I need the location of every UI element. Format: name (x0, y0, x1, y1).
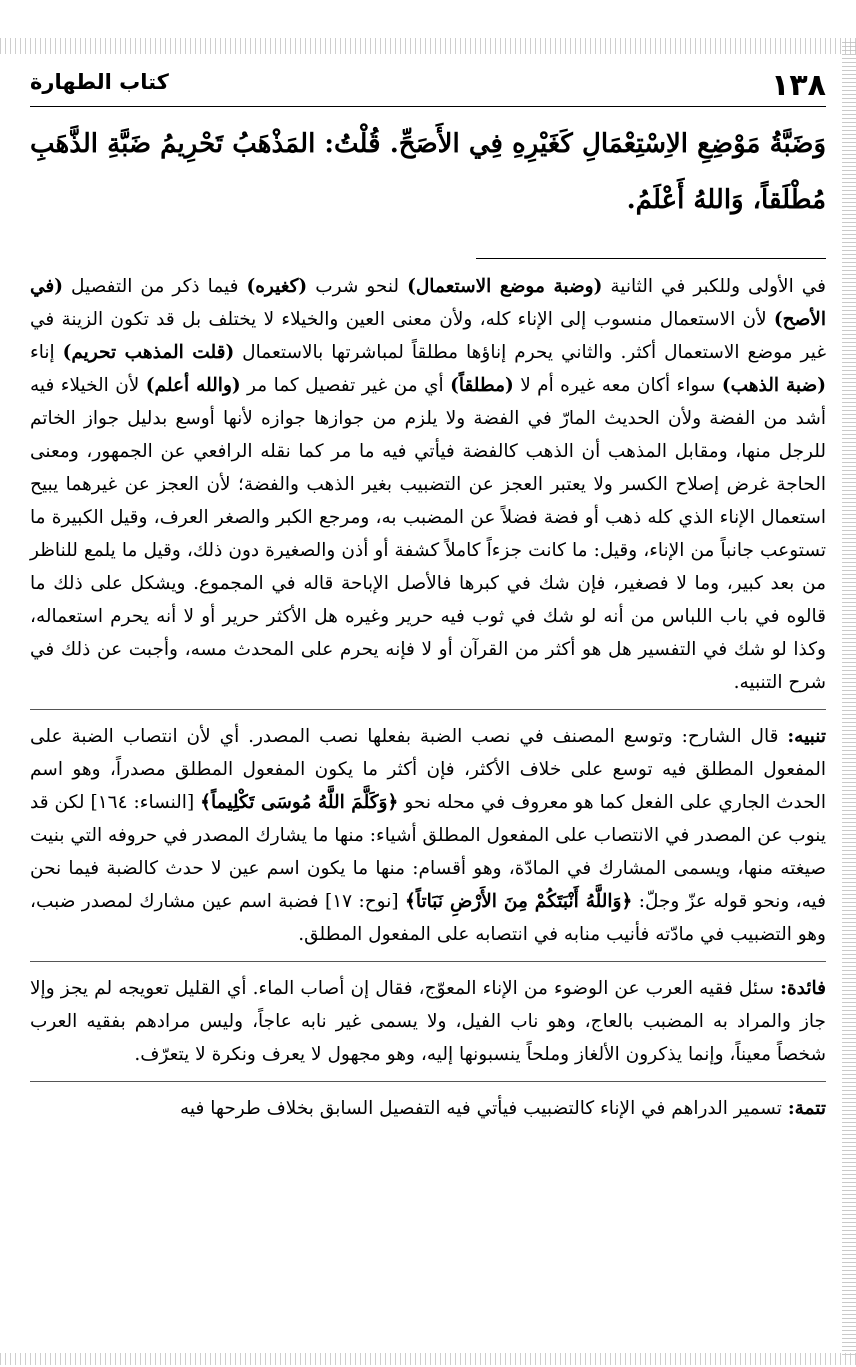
bottom-ornament-border (0, 1353, 856, 1365)
matn-text: وَضَبَّةُ مَوْضِعِ الاِسْتِعْمَالِ كَغَيْرِهِ فِي الأَصَحِّ. قُلْتُ: المَذْهَبُ تَحْرِيمُ ضَبَّةِ الذَّهَبِ مُطْلَقاً، وَاللهُ أَعْلَمُ. (30, 129, 826, 215)
text-span: أي من غير تفصيل كما مر (240, 375, 451, 396)
bold-span: (ضبة الذهب) (721, 375, 826, 396)
section-divider (30, 709, 826, 710)
tanbih-paragraph (30, 720, 826, 951)
text-span: سئل فقيه العرب عن الوضوء من الإناء المعوّج، فقال إن أصاب الماء. أي القليل تعويجه لم يجز وإلا جاز والمراد به المضبب بالعاج، وهو ناب الفيل، ولا يسمى غير نابه عاجاً، وليس مرادهم بفقيه العرب شخصاً معيناً، وإنما يذكرون الألغاز وملحاً ينسبونها إليه، وهو مجهول لا يعرف ونكرة لا يتعرّف. (30, 978, 826, 1065)
text-span: تسمير الدراهم في الإناء كالتضبيب فيأتي فيه التفصيل السابق بخلاف طرحها فيه (179, 1098, 788, 1119)
text-span: في الأولى وللكبر في الثانية (602, 276, 826, 297)
matn-divider (476, 258, 826, 259)
text-span: [نوح: ١٧] فضبة اسم عين مشارك لمصدر ضبب، وهو التضبيب في مادّته فأنيب منابه في انتصابه على المفعول المطلق. (30, 891, 826, 945)
bold-span: (مطلقاً) (450, 375, 514, 396)
section-divider (30, 961, 826, 962)
text-span: [النساء: ١٦٤] لكن قد ينوب عن المصدر في الانتصاب على المفعول المطلق أشياء: منها ما يشارك المصدر في حروفه التي بنيت صيغته منها، ويسمى المشارك في المادّة، وهو أقسام: منها ما يكون اسم عين لا حدث كالضبة فيما نحن فيه، ونحو قوله عزّ وجلّ: (30, 792, 826, 912)
text-span: لأن الاستعمال منسوب إلى الإناء كله، ولأن معنى العين والخيلاء لا يختلف بل قد تكون الزينة في غير موضع الاستعمال أكثر. والثاني يحرم إناؤها مطلقاً لمباشرتها بالاستعمال (30, 309, 826, 363)
commentary-paragraph-1 (30, 270, 826, 699)
tatimma-paragraph (30, 1092, 826, 1125)
quran-verse: ﴿وَكَلَّمَ اللَّهُ مُوسَى تَكْلِيماً﴾ (200, 792, 399, 813)
running-title: كتاب الطهارة (30, 70, 169, 94)
note-label: تنبيه: (787, 726, 826, 747)
text-span: لنحو شرب (307, 276, 408, 297)
bold-span: (في الأصح) (30, 276, 826, 330)
text-span: إناء (30, 342, 63, 363)
page-header (30, 66, 826, 110)
section-divider (30, 1081, 826, 1082)
bold-span: (قلت المذهب تحريم) (62, 342, 235, 363)
right-ornament-border (842, 40, 856, 1355)
note-label: فائدة: (780, 978, 826, 999)
bold-span: (وضبة موضع الاستعمال) (407, 276, 603, 297)
quran-verse: ﴿وَاللَّهُ أَنْبَتَكُمْ مِنَ الأَرْضِ نَبَاتاً﴾ (405, 891, 633, 912)
header-divider (30, 106, 826, 107)
text-span: فيما ذكر من التفصيل (63, 276, 247, 297)
commentary-body (30, 270, 826, 1125)
bold-span: (كغيره) (246, 276, 308, 297)
text-span: قال الشارح: وتوسع المصنف في نصب الضبة بفعلها نصب المصدر. أي لأن انتصاب الضبة على المفعول المطلق فيه توسع على خلاف الأكثر، فإن أكثر ما يكون المفعول المطلق مصدراً، وهو اسم الحدث الجاري على الفعل كما هو معروف في محله نحو (30, 726, 826, 813)
page-number: ١٣٨ (771, 68, 826, 103)
text-span: سواء أكان معه غيره أم لا (513, 375, 722, 396)
bold-span: (والله أعلم) (145, 375, 241, 396)
text-span: لأن الخيلاء فيه أشد من الفضة ولأن الحديث المارّ في الفضة ولا يلزم من جوازها جوازه لأنها أوسع بدليل جواز الخاتم للرجل منها، ومقابل المذهب أن الذهب كالفضة فيأتي فيه ما مر كما نقله الرافعي عن الجمهور، ومعنى الحاجة غرض إصلاح الكسر ولا يعتبر العجز عن التضبيب بغير الذهب والفضة؛ لأن العجز عن غيرهما يبيح استعمال الإناء الذي كله ذهب أو فضة فضلاً عن المضبب به، ومرجع الكبر والصغر العرف، وقيل الكبيرة ما تستوعب جانباً من الإناء، وقيل: ما كانت جزءاً كاملاً كشفة أو أذن والصغيرة دون ذلك، وقيل ما يلمع للناظر من بعد كبير، وما لا فصغير، فإن شك في كبرها فالأصل الإباحة قاله في المجموع. ويشكل على ذلك ما قالوه في باب اللباس من أنه لو شك في ثوب فيه حرير وغيره هل الأكثر حرير أو لا أنه يحرم استعماله، وكذا لو شك في التفسير هل هو أكثر من القرآن أو لا فإنه يحرم على المحدث مسه، وأجبت عن ذلك في شرح التنبيه. (30, 375, 826, 693)
faida-paragraph (30, 972, 826, 1071)
note-label: تتمة: (787, 1098, 826, 1119)
top-ornament-border (0, 38, 856, 54)
